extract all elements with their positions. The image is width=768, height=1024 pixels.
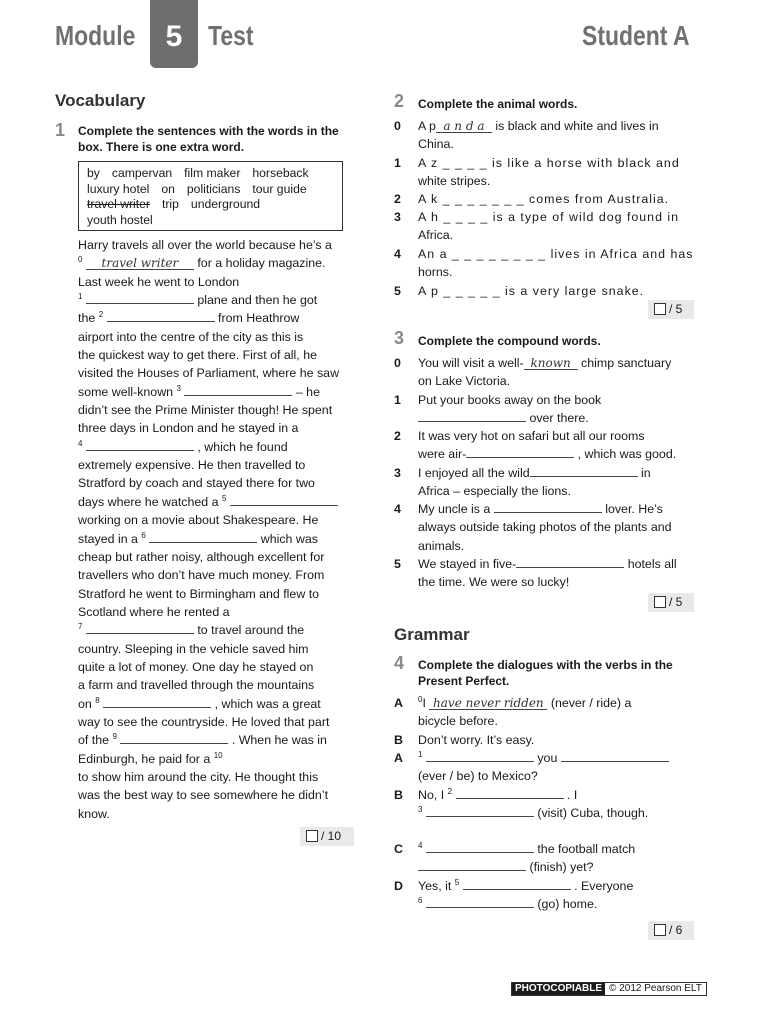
dialogue-line-b1: B No, I $^2$ . I $^3$ (visit) Cuba, though. (394, 786, 649, 821)
grammar-heading: Grammar (394, 625, 470, 644)
score-checkbox[interactable] (654, 596, 666, 608)
answer-blank-2[interactable] (107, 309, 215, 322)
footer-copyright (511, 982, 707, 996)
score-checkbox[interactable] (654, 924, 666, 936)
answer-blank-9[interactable] (120, 731, 228, 744)
score-checkbox[interactable] (654, 303, 666, 315)
ex2-item-3[interactable]: 3 A h _ _ _ _ is a type of wild dog found in Africa. (394, 210, 680, 243)
exercise-4-instructions: Complete the dialogues with the verbs in the Present Perfect. (418, 658, 673, 688)
word: tour guide (252, 181, 307, 196)
photocopiable-label: PHOTOCOPIABLE (512, 983, 605, 995)
answer-blank[interactable] (494, 500, 602, 513)
answer-blank-1[interactable] (426, 749, 534, 762)
ex2-item-4[interactable]: 4 An a _ _ _ _ _ _ _ _ lives in Africa and has horns. (394, 247, 694, 280)
answer-blank-4[interactable] (426, 840, 534, 853)
ex3-item-2: 2 It was very hot on safari but all our rooms were air- , which was good. (394, 429, 677, 462)
answer-blank-4b[interactable] (418, 858, 526, 871)
score-box-ex3: / 5 (648, 593, 694, 612)
word: luxury hotel (87, 181, 150, 196)
ex2-item-1[interactable]: 1 A z _ _ _ _ is like a horse with black and white stripes. (394, 156, 680, 189)
ex2-item-2[interactable]: 2 A k _ _ _ _ _ _ _ comes from Australia. (394, 192, 670, 206)
word-used: travel writer (87, 197, 150, 212)
answer-blank-8[interactable] (103, 695, 211, 708)
answer-blank-4[interactable] (86, 438, 194, 451)
answer-blank-7[interactable] (86, 621, 194, 634)
word: politicians (186, 181, 241, 196)
ex2-item-5[interactable]: 5 A p _ _ _ _ _ is a very large snake. (394, 284, 645, 298)
exercise-1-instructions: Complete the sentences with the words in the box. There is one extra word. (78, 124, 339, 154)
exercise-2-instructions: Complete the animal words. (418, 97, 578, 111)
answer-blank-1b[interactable] (561, 749, 669, 762)
example-answer: known (524, 357, 578, 370)
ex3-item-5: 5 We stayed in five- hotels all the time. We were so lucky! (394, 557, 677, 590)
answer-blank-3[interactable] (184, 383, 292, 396)
vocabulary-heading: Vocabulary (55, 91, 146, 110)
answer-blank-1[interactable] (86, 291, 194, 304)
exercise-2-number: 2 (394, 91, 405, 111)
answer-blank[interactable] (530, 464, 638, 477)
answer-blank[interactable] (516, 555, 624, 568)
exercise-1-passage: Harry travels all over the world because he’s a $^0$ travel writer for a holiday magazine. Last week he went to London $^1$ plane and then he got the $^2$ from Heathrow airport into the centre of the city as this is the quickest way to get there. First of all, he visited the Houses of Parliament, where he saw some well-known $^3$ – he didn’t see the Prime Minister though! He spent three days in London and he stayed in a $^4$ , which he found extremely expensive. He then travelled to Stratford by coach and stayed there for two days where he watched a $^5$ working on a movie about Shakespeare. He stayed in a $^6$ which was cheap but rather noisy, although excellent for travellers who don’t have much money. From Stratford he went to Birmingham and flew to Scotland where he rented a $^7$ to travel around the country. Sleeping in the vehicle saved him quite a lot of money. One day he stayed on a farm and travelled through the mountains on $^8$ , which was a great way to see the countryside. He loved that part of the $^9$ . When he was in Edinburgh, he paid for a $^{10}$ to show him around the city. He thought this was the best way to see somewhere he didn’t know. (78, 238, 340, 821)
score-box-ex2: / 5 (648, 300, 694, 319)
ex2-item-0: 0 A p a n d a is black and white and lives in China. (394, 119, 659, 152)
dialogue-line-d1: D Yes, it $^5$ . Everyone $^6$ (go) home. (394, 877, 634, 912)
dialogue-line-a1: A $^1$ you (ever / be) to Mexico? (394, 749, 714, 785)
answer-blank-2[interactable] (456, 786, 564, 799)
answer-blank[interactable] (418, 409, 526, 422)
dialogue-line-c1: C $^4$ the football match (finish) yet? (394, 840, 636, 875)
ex3-item-1: 1 Put your books away on the book over there. (394, 393, 602, 426)
ex3-item-4: 4 My uncle is a lover. He’s always outside taking photos of the plants and animals. (394, 502, 672, 553)
answer-blank-6[interactable] (426, 895, 534, 908)
exercise-1-number: 1 (55, 120, 66, 140)
score-checkbox[interactable] (306, 830, 318, 842)
word: horseback (252, 166, 309, 180)
word: campervan (111, 166, 173, 180)
example-answer: a n d a (436, 120, 492, 133)
dialogue-line-a0: A $^0$I have never ridden (never / ride) a bicycle before. (394, 694, 632, 729)
answer-blank[interactable] (466, 445, 574, 458)
dialogue-line-b0: B Don’t worry. It’s easy. (394, 733, 535, 747)
exercise-3-instructions: Complete the compound words. (418, 334, 601, 348)
word: youth hostel (87, 212, 153, 227)
score-box-grammar: / 6 (648, 921, 694, 940)
word: film maker (184, 166, 241, 180)
answer-blank-5[interactable] (463, 877, 571, 890)
student-label: Student A (582, 20, 690, 51)
answer-blank-3[interactable] (426, 804, 534, 817)
ex3-item-0: 0 You will visit a well- known chimp sanctuary on Lake Victoria. (394, 356, 672, 389)
module-number: 5 (150, 0, 198, 68)
score-box-vocabulary: / 10 (300, 827, 354, 846)
ex3-item-3: 3 I enjoyed all the wild in Africa – especially the lions. (394, 466, 651, 499)
word-box (78, 161, 343, 231)
answer-blank-6[interactable] (149, 530, 257, 543)
exercise-3-number: 3 (394, 328, 405, 348)
test-label: Test (208, 20, 254, 51)
module-label: Module (55, 20, 136, 51)
copyright-text: © 2012 Pearson ELT (609, 983, 702, 994)
word: trip (161, 197, 179, 212)
exercise-4-number: 4 (394, 653, 405, 673)
word: on (161, 181, 175, 196)
example-answer: have never ridden (429, 697, 547, 710)
word: by (87, 166, 100, 180)
example-answer: travel writer (86, 257, 194, 270)
answer-blank-5[interactable] (230, 493, 338, 506)
word: underground (190, 197, 261, 212)
